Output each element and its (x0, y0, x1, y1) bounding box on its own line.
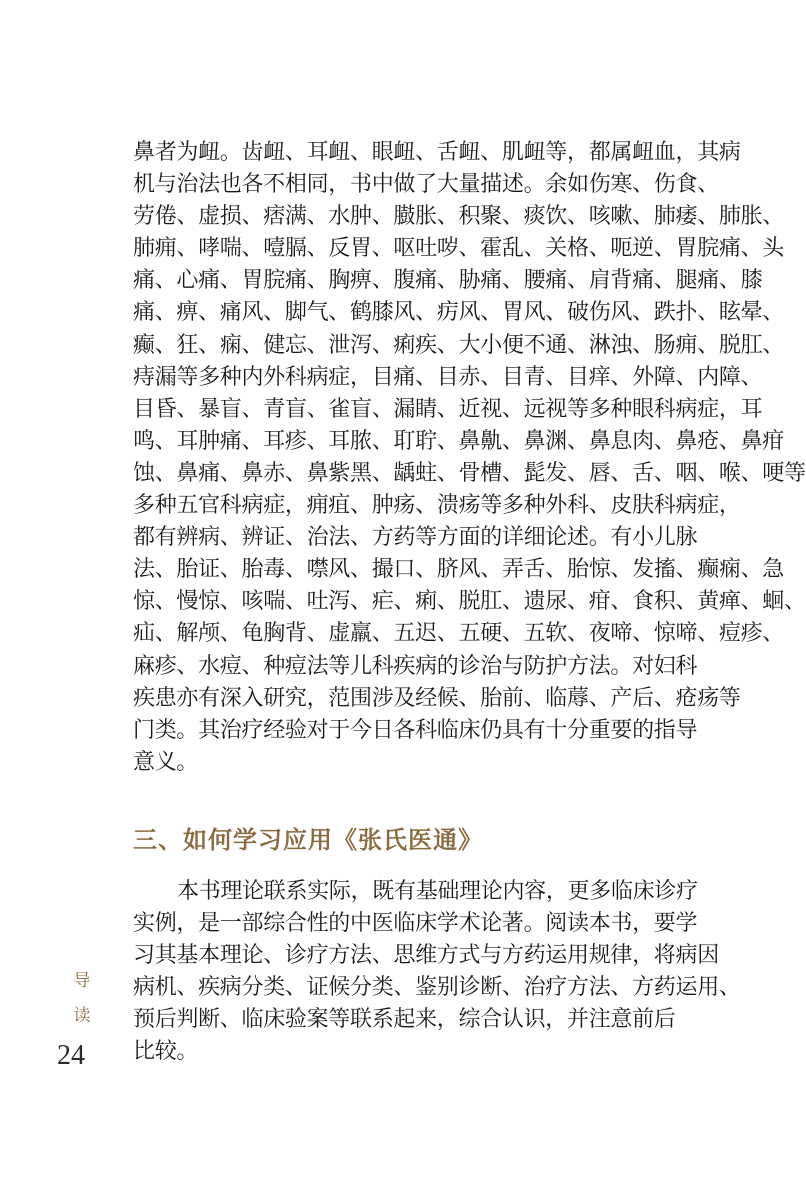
text-line: 疝、解颅、龟胸背、虚羸、五迟、五硬、五软、夜啼、惊啼、痘疹、 (133, 621, 785, 647)
page-number: 24 (57, 1040, 85, 1071)
text-line: 痛、心痛、胃脘痛、胸痹、腹痛、胁痛、腰痛、肩背痛、腿痛、膝 (133, 268, 763, 294)
text-line: 鸣、耳肿痛、耳疹、耳脓、耵聍、鼻鼽、鼻渊、鼻息肉、鼻疮、鼻疳 (133, 428, 785, 454)
text-line: 预后判断、临床验案等联系起来，综合认识，并注意前后 (133, 1007, 676, 1033)
text-line: 意义。 (133, 749, 199, 775)
text-line: 痛、痹、痛风、脚气、鹤膝风、疠风、胃风、破伤风、跌扑、眩晕、 (133, 300, 785, 326)
text-line: 比较。 (133, 1039, 199, 1065)
text-line: 病机、疾病分类、证候分类、鉴别诊断、治疗方法、方药运用、 (133, 975, 741, 1001)
text-line: 蚀、鼻痛、鼻赤、鼻紫黑、龋蛀、骨槽、髭发、唇、舌、咽、喉、哽等 (133, 460, 806, 486)
margin-label-char: 读 (73, 1006, 91, 1026)
text-line: 痔漏等多种内外科病症，目痛、目赤、目青、目痒、外障、内障、 (133, 364, 763, 390)
margin-label-char: 导 (73, 971, 91, 991)
text-line: 机与治法也各不相同，书中做了大量描述。余如伤寒、伤食、 (133, 172, 719, 198)
text-line: 法、胎证、胎毒、噤风、撮口、脐风、弄舌、胎惊、发搐、癫痫、急 (133, 557, 785, 583)
text-line: 劳倦、虚损、痞满、水肿、臌胀、积聚、痰饮、咳嗽、肺痿、肺胀、 (133, 204, 785, 230)
text-line: 惊、慢惊、咳喘、吐泻、疟、痢、脱肛、遗尿、疳、食积、黄瘅、蛔、 (133, 589, 806, 615)
text-line: 本书理论联系实际，既有基础理论内容，更多临床诊疗 (177, 879, 698, 904)
section-heading: 三、如何学习应用《张氏医通》 (133, 826, 483, 854)
paragraph-how-to-study (133, 876, 741, 1069)
text-line: 疾患亦有深入研究，范围涉及经候、胎前、临蓐、产后、疮疡等 (133, 685, 741, 711)
text-line: 多种五官科病症，痈疽、肿疡、溃疡等多种外科、皮肤科病症， (133, 493, 741, 519)
paragraph-disease-list (133, 137, 806, 779)
text-line: 癫、狂、痫、健忘、泄泻、痢疾、大小便不通、淋浊、肠痈、脱肛、 (133, 332, 785, 358)
text-line: 习其基本理论、诊疗方法、思维方式与方药运用规律，将病因 (133, 943, 719, 969)
text-line: 鼻者为衄。齿衄、耳衄、眼衄、舌衄、肌衄等，都属衄血，其病 (133, 140, 741, 165)
text-line: 实例，是一部综合性的中医临床学术论著。阅读本书，要学 (133, 911, 698, 937)
text-line: 麻疹、水痘、种痘法等儿科疾病的诊治与防护方法。对妇科 (133, 653, 698, 679)
text-line: 门类。其治疗经验对于今日各科临床仍具有十分重要的指导 (133, 717, 698, 743)
text-line: 肺痈、哮喘、噎膈、反胃、呕吐哕、霍乱、关格、呃逆、胃脘痛、头 (133, 236, 785, 262)
text-line: 目昏、暴盲、青盲、雀盲、漏睛、近视、远视等多种眼科病症，耳 (133, 396, 763, 422)
text-line: 都有辨病、辨证、治法、方药等方面的详细论述。有小儿脉 (133, 525, 698, 551)
